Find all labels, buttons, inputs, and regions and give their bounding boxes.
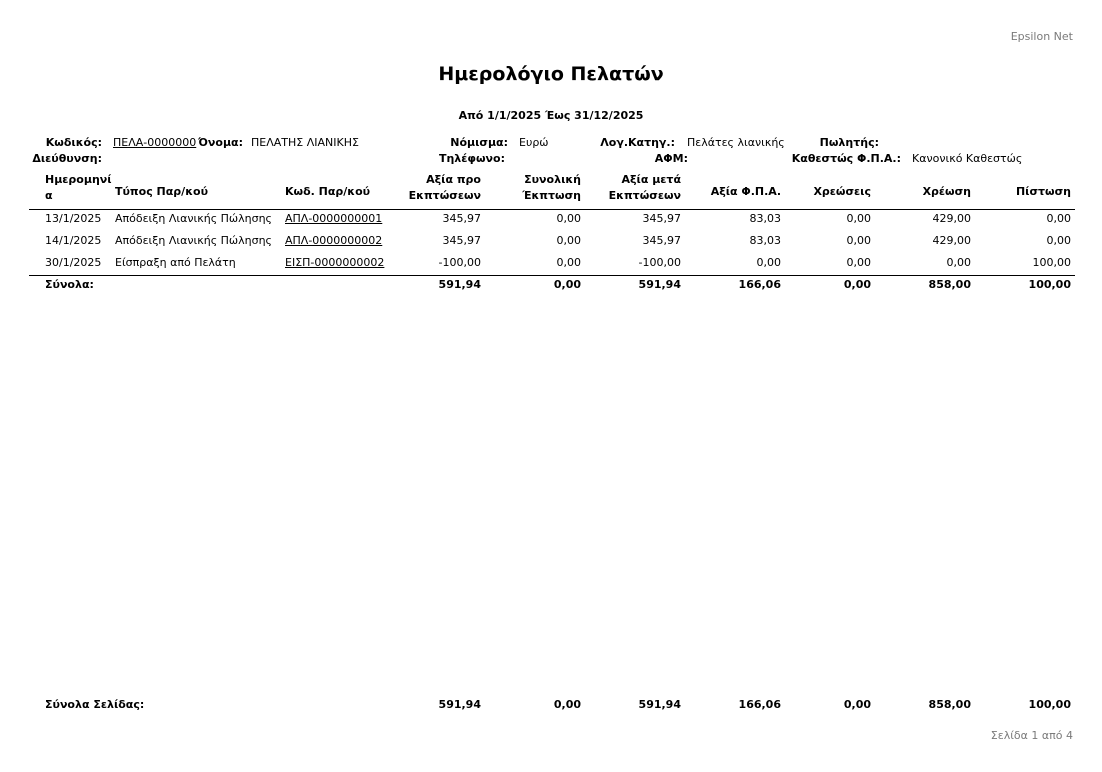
row-code-link[interactable]: ΑΠΛ-0000000002 bbox=[285, 234, 383, 247]
page-totals-discount: 0,00 bbox=[553, 698, 581, 711]
category-value: Πελάτες λιανικής bbox=[687, 136, 785, 149]
page-number: Σελίδα 1 από 4 bbox=[990, 729, 1073, 742]
currency-label: Νόμισμα: bbox=[450, 136, 508, 149]
totals-discount: 0,00 bbox=[553, 278, 581, 291]
page-totals-pre: 591,94 bbox=[438, 698, 481, 711]
row-type: Απόδειξη Λιανικής Πώλησης bbox=[115, 234, 273, 247]
col-discount-line1: Συνολική bbox=[524, 173, 581, 186]
row-discount: 0,00 bbox=[556, 256, 581, 269]
totals-vat: 166,06 bbox=[738, 278, 781, 291]
seller-label: Πωλητής: bbox=[819, 136, 879, 149]
page-totals-vat: 166,06 bbox=[738, 698, 781, 711]
col-discount-line2: Έκπτωση bbox=[522, 189, 581, 202]
col-charges-header: Χρεώσεις bbox=[813, 185, 871, 198]
row-date: 30/1/2025 bbox=[45, 256, 102, 269]
row-code-link[interactable]: ΑΠΛ-0000000001 bbox=[285, 212, 383, 225]
totals-label: Σύνολα: bbox=[45, 278, 94, 291]
col-post-line1: Αξία μετά bbox=[621, 173, 681, 186]
row-discount: 0,00 bbox=[556, 212, 581, 225]
page-totals-post: 591,94 bbox=[638, 698, 681, 711]
page-totals-credit: 100,00 bbox=[1028, 698, 1071, 711]
col-type-header: Τύπος Παρ/κού bbox=[115, 185, 208, 198]
totals-charges: 0,00 bbox=[843, 278, 871, 291]
totals-post: 591,94 bbox=[638, 278, 681, 291]
row-post: 345,97 bbox=[642, 212, 681, 225]
col-post-line2: Εκπτώσεων bbox=[608, 189, 681, 202]
page-totals-label: Σύνολα Σελίδας: bbox=[45, 698, 145, 711]
row-pre: 345,97 bbox=[442, 212, 481, 225]
col-code-header: Κωδ. Παρ/κού bbox=[285, 185, 371, 198]
row-pre: -100,00 bbox=[438, 256, 481, 269]
totals-debit: 858,00 bbox=[928, 278, 971, 291]
row-charges: 0,00 bbox=[846, 212, 871, 225]
header-divider bbox=[29, 209, 1075, 210]
row-charges: 0,00 bbox=[846, 234, 871, 247]
address-label: Διεύθυνση: bbox=[32, 152, 102, 165]
row-discount: 0,00 bbox=[556, 234, 581, 247]
col-discount-header bbox=[481, 172, 581, 204]
row-date: 13/1/2025 bbox=[45, 212, 102, 225]
afm-label: ΑΦΜ: bbox=[654, 152, 688, 165]
code-label: Κωδικός: bbox=[45, 136, 102, 149]
col-post-header bbox=[581, 172, 681, 204]
page-totals-charges: 0,00 bbox=[843, 698, 871, 711]
col-pre-line2: Εκπτώσεων bbox=[408, 189, 481, 202]
col-date-line2: α bbox=[45, 189, 53, 202]
brand-label: Epsilon Net bbox=[1010, 30, 1073, 43]
vat-status-value: Κανονικό Καθεστώς bbox=[912, 152, 1023, 165]
row-debit: 429,00 bbox=[932, 212, 971, 225]
col-credit-header: Πίστωση bbox=[1015, 185, 1071, 198]
row-type: Είσπραξη από Πελάτη bbox=[115, 256, 236, 269]
row-vat: 0,00 bbox=[756, 256, 781, 269]
page-totals-debit: 858,00 bbox=[928, 698, 971, 711]
row-debit: 0,00 bbox=[946, 256, 971, 269]
row-type: Απόδειξη Λιανικής Πώλησης bbox=[115, 212, 273, 225]
row-credit: 0,00 bbox=[1046, 234, 1071, 247]
col-date-header bbox=[45, 172, 112, 204]
totals-divider bbox=[29, 275, 1075, 276]
row-vat: 83,03 bbox=[749, 212, 781, 225]
customer-name: ΠΕΛΑΤΗΣ ΛΙΑΝΙΚΗΣ bbox=[251, 136, 359, 149]
row-charges: 0,00 bbox=[846, 256, 871, 269]
category-label: Λογ.Κατηγ.: bbox=[600, 136, 675, 149]
row-vat: 83,03 bbox=[749, 234, 781, 247]
col-vat-header: Αξία Φ.Π.Α. bbox=[710, 185, 781, 198]
col-debit-header: Χρέωση bbox=[922, 185, 971, 198]
row-post: 345,97 bbox=[642, 234, 681, 247]
col-date-line1: Ημερομηνί bbox=[45, 173, 112, 186]
row-code-link[interactable]: ΕΙΣΠ-0000000002 bbox=[285, 256, 385, 269]
name-label: Όνομα: bbox=[198, 136, 243, 149]
report-title: Ημερολόγιο Πελατών bbox=[438, 63, 664, 85]
row-date: 14/1/2025 bbox=[45, 234, 102, 247]
vat-status-label: Καθεστώς Φ.Π.Α.: bbox=[791, 152, 901, 165]
totals-pre: 591,94 bbox=[438, 278, 481, 291]
customer-code-link[interactable]: ΠΕΛΑ-0000000 bbox=[113, 136, 197, 149]
currency-value: Ευρώ bbox=[519, 136, 549, 149]
row-credit: 100,00 bbox=[1032, 256, 1071, 269]
row-credit: 0,00 bbox=[1046, 212, 1071, 225]
row-pre: 345,97 bbox=[442, 234, 481, 247]
report-period: Από 1/1/2025 Έως 31/12/2025 bbox=[458, 109, 644, 122]
row-post: -100,00 bbox=[638, 256, 681, 269]
col-pre-line1: Αξία προ bbox=[426, 173, 481, 186]
col-pre-header bbox=[381, 172, 481, 204]
row-debit: 429,00 bbox=[932, 234, 971, 247]
totals-credit: 100,00 bbox=[1028, 278, 1071, 291]
phone-label: Τηλέφωνο: bbox=[438, 152, 505, 165]
